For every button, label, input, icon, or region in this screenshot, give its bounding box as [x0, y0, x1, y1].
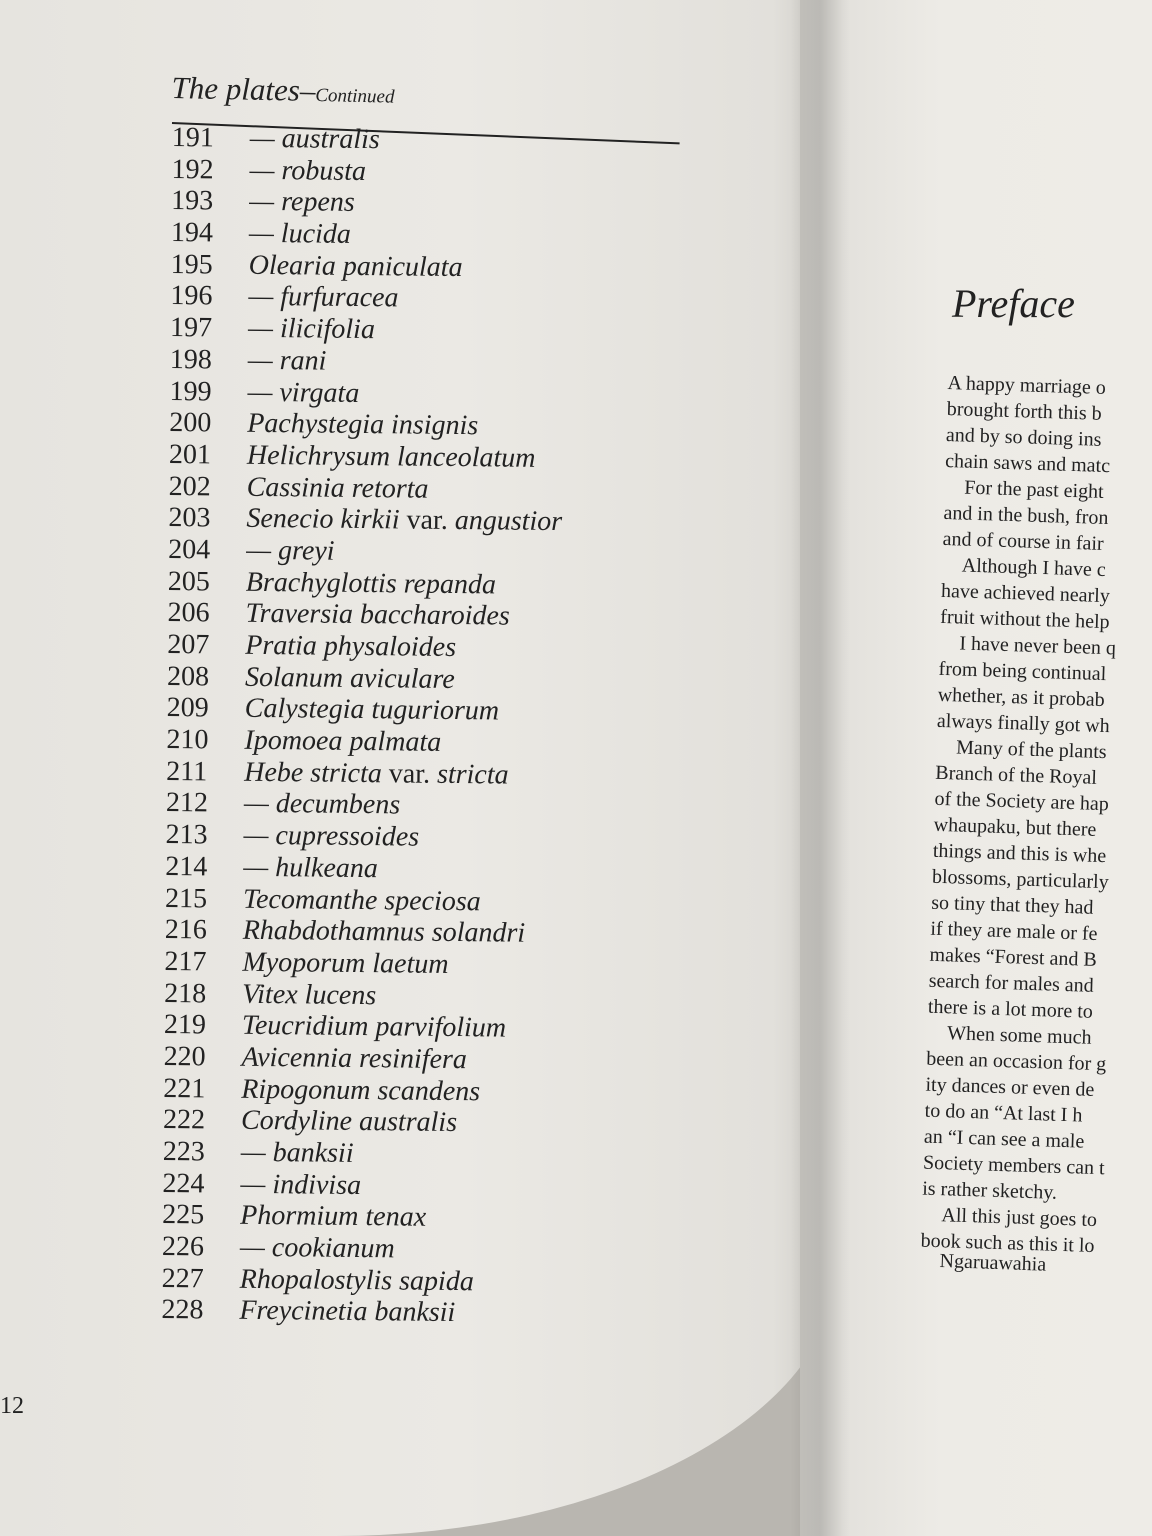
plate-number: 192 — [171, 153, 214, 186]
plate-number: 194 — [170, 217, 214, 249]
preface-line: Society members can t — [922, 1151, 1105, 1180]
plate-number: 222 — [162, 1104, 206, 1136]
preface-line: to do an “At last I h — [924, 1099, 1083, 1127]
preface-line: and of course in fair — [942, 527, 1105, 555]
plate-number: 211 — [166, 755, 208, 788]
plate-number: 197 — [169, 312, 213, 344]
plate-number: 205 — [167, 565, 211, 598]
page-number: 12 — [0, 1393, 24, 1419]
plate-name: — cupressoides — [243, 819, 420, 853]
plate-name: — lucida — [248, 217, 352, 250]
plate-name: — rani — [247, 344, 327, 377]
preface-line: of the Society are hap — [934, 787, 1110, 816]
plate-name: Calystegia tuguriorum — [244, 693, 500, 727]
plate-name: Rhopalostylis sapida — [239, 1263, 474, 1297]
plate-number: 220 — [163, 1040, 206, 1073]
preface-line: chain saws and matc — [944, 449, 1111, 478]
plate-name: — virgata — [247, 376, 360, 409]
plate-number: 208 — [166, 660, 210, 693]
plate-name: — robusta — [249, 154, 367, 187]
preface-line: A happy marriage o — [947, 371, 1107, 399]
plate-number: 195 — [170, 248, 213, 281]
preface-line: there is a lot more to — [927, 995, 1094, 1023]
preface-line: always finally got wh — [936, 709, 1110, 738]
plate-name: Tecomanthe speciosa — [242, 883, 481, 917]
preface-line: search for males and — [928, 969, 1094, 997]
preface-line: have achieved nearly — [940, 579, 1111, 608]
plate-list — [159, 122, 692, 1332]
plate-number: 227 — [161, 1262, 204, 1295]
plate-number: 214 — [165, 850, 208, 883]
plate-name: Cassinia retorta — [246, 471, 429, 505]
plates-title: The plates — [171, 70, 301, 108]
plate-number: 193 — [171, 185, 214, 217]
plate-number: 209 — [166, 692, 209, 724]
preface-line: book such as this it lo — [920, 1229, 1095, 1258]
plate-var-name: angustior — [454, 505, 563, 538]
preface-line: All this just goes to — [941, 1204, 1098, 1232]
preface-line: is rather sketchy. — [921, 1177, 1058, 1204]
plate-var-label: var. — [406, 504, 448, 537]
plate-name: — decumbens — [243, 788, 401, 821]
plate-name: — furfuracea — [248, 281, 399, 314]
plate-name: — cookianum — [239, 1231, 395, 1265]
plate-name: Brachyglottis repanda — [245, 566, 497, 601]
plate-number: 204 — [168, 533, 211, 566]
plate-name: — indivisa — [240, 1168, 362, 1201]
plate-number: 206 — [167, 597, 210, 629]
plate-number: 202 — [168, 470, 211, 502]
plate-number: 223 — [162, 1135, 205, 1168]
preface-line: and in the bush, fron — [943, 501, 1109, 530]
preface-line: if they are male or fe — [930, 917, 1098, 945]
plate-name: Traversia baccharoides — [245, 598, 510, 632]
plate-number: 212 — [165, 787, 209, 819]
preface-line: whaupaku, but there — [933, 813, 1097, 841]
plate-number: 224 — [162, 1167, 205, 1200]
plate-name: — australis — [249, 122, 380, 156]
preface-line: blossoms, particularly — [931, 865, 1109, 894]
preface-signature: Ngaruawahia — [939, 1250, 1047, 1276]
plate-name: Hebe stricta — [244, 756, 382, 789]
plate-name: Rhabdothamnus solandri — [242, 914, 526, 949]
plate-name: Avicennia resinifera — [241, 1041, 468, 1076]
plate-var-label: var. — [388, 758, 431, 790]
preface-line: been an occasion for g — [926, 1047, 1107, 1076]
preface-line: ity dances or even de — [925, 1073, 1095, 1101]
preface-line: things and this is whe — [932, 839, 1107, 868]
preface-title: Preface — [952, 281, 1075, 326]
plate-name: Myoporum laetum — [242, 946, 449, 980]
plate-number: 217 — [164, 945, 207, 978]
preface-body — [920, 370, 1152, 1266]
preface-line: Branch of the Royal — [934, 761, 1098, 789]
plate-name: Pachystegia insignis — [247, 407, 479, 442]
plate-name: Phormium tenax — [240, 1200, 427, 1234]
plate-name: — repens — [249, 186, 355, 219]
preface-line: fruit without the help — [939, 605, 1110, 634]
plate-number: 201 — [168, 438, 212, 471]
continued-label: Continued — [315, 85, 395, 108]
preface-line: brought forth this b — [946, 397, 1103, 425]
plates-header — [171, 70, 395, 111]
preface-line: Although I have c — [961, 554, 1106, 582]
preface-line: When some much — [946, 1022, 1092, 1049]
plate-name: Ipomoea palmata — [244, 724, 442, 758]
plate-name: Teucridium parvifolium — [241, 1010, 507, 1044]
plate-name: Helichrysum lanceolatum — [246, 439, 536, 474]
plate-number: 228 — [161, 1294, 204, 1326]
preface-line: an “I can see a male — [923, 1125, 1085, 1153]
plate-name: Solanum aviculare — [244, 661, 455, 695]
plate-number: 199 — [169, 375, 212, 407]
preface-line: Many of the plants — [955, 736, 1107, 764]
preface-line: from being continual — [938, 657, 1107, 686]
plate-name: Freycinetia banksii — [239, 1295, 456, 1329]
plate-number: 219 — [163, 1009, 207, 1041]
plate-number: 221 — [163, 1072, 206, 1105]
preface-line: I have never been q — [959, 632, 1117, 660]
plate-name: — banksii — [240, 1136, 354, 1169]
plate-number: 215 — [164, 882, 208, 914]
plate-number: 210 — [166, 724, 209, 756]
plate-number: 225 — [162, 1199, 205, 1231]
plate-var-name: stricta — [436, 758, 509, 791]
preface-line: so tiny that they had — [930, 891, 1094, 919]
plate-number: 196 — [170, 280, 213, 312]
plate-name: Ripogonum scandens — [241, 1073, 481, 1107]
plate-number: 203 — [168, 502, 211, 534]
preface-line: whether, as it probab — [937, 683, 1105, 712]
plate-number: 200 — [169, 407, 212, 439]
plate-name: — ilicifolia — [247, 312, 376, 346]
plate-row — [161, 1294, 681, 1331]
plate-number: 191 — [171, 122, 214, 154]
plate-number: 226 — [161, 1231, 205, 1263]
plate-number: 216 — [164, 914, 207, 946]
plate-number: 218 — [164, 977, 207, 1009]
plate-number: 198 — [169, 343, 213, 376]
plate-name: — greyi — [245, 534, 335, 567]
plate-name: Pratia physaloides — [245, 629, 457, 664]
plate-name: Cordyline australis — [240, 1105, 458, 1139]
plate-number: 207 — [167, 628, 210, 661]
plate-name: Olearia paniculata — [248, 249, 463, 283]
preface-line: makes “Forest and B — [929, 943, 1098, 971]
preface-line: For the past eight — [963, 476, 1105, 503]
plate-name: Senecio kirkii — [246, 503, 400, 536]
header-dash: – — [299, 72, 316, 109]
preface-line: and by so doing ins — [945, 423, 1102, 451]
plate-name: — hulkeana — [243, 851, 379, 885]
plate-number: 213 — [165, 819, 208, 851]
plate-name: Vitex lucens — [242, 978, 377, 1011]
